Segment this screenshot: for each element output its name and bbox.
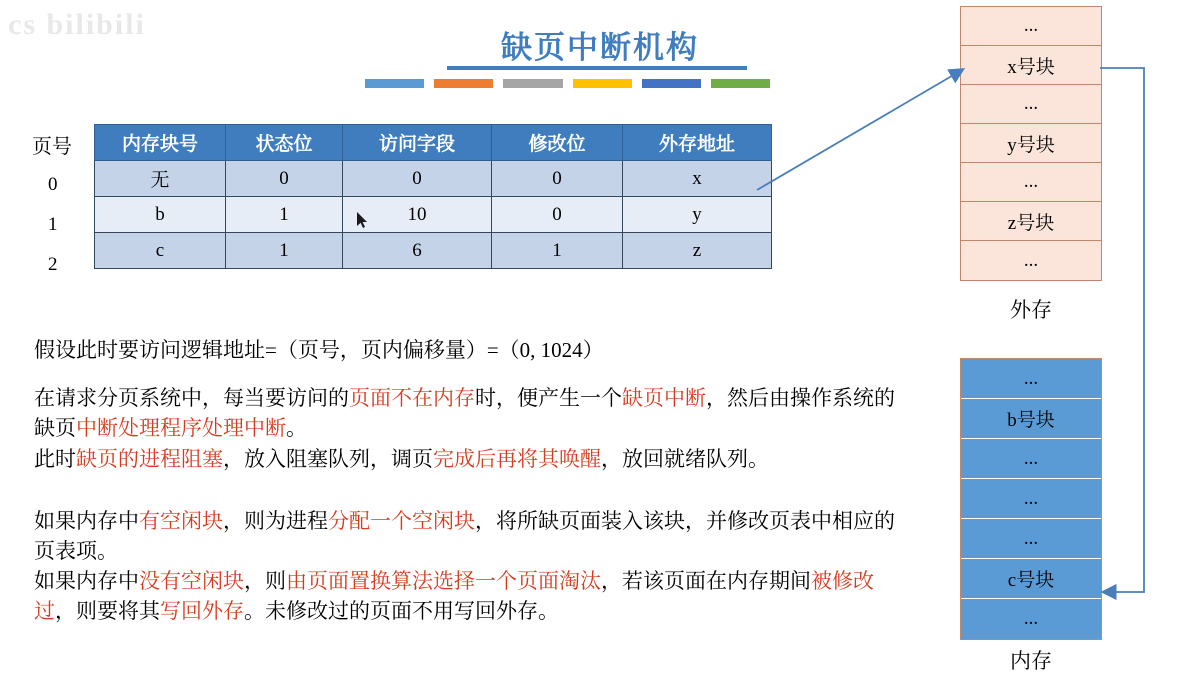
- cell-r1-c2: 10: [343, 197, 492, 233]
- watermark: cs bilibili: [8, 8, 146, 41]
- cell-r0-c3: 0: [492, 161, 623, 197]
- text-seg: 此时: [34, 446, 76, 471]
- text-seg: 时，便产生一个: [475, 386, 622, 410]
- text-seg: ，则要将其: [55, 599, 160, 624]
- text-hl: 分配一个空闲块: [328, 509, 475, 533]
- row-label-0: 0: [48, 174, 58, 195]
- text-seg: ，然后由操作系统的缺页: [34, 386, 895, 441]
- cell-r2-c0: c: [95, 233, 226, 269]
- memory-cell-3: ...: [961, 479, 1101, 519]
- cell-r2-c2: 6: [343, 233, 492, 269]
- text-seg: ，将所缺页面装入该块，并修改页表中相应的页表项。: [34, 509, 895, 564]
- swatch-2: [434, 79, 493, 88]
- paragraph-free-block: [34, 506, 914, 567]
- paragraph-no-free-block: [34, 566, 914, 627]
- memory-cell-2: ...: [961, 439, 1101, 479]
- text-hl: 缺页的进程阻塞: [76, 446, 223, 471]
- cell-r0-c1: 0: [226, 161, 343, 197]
- swatch-5: [642, 79, 701, 88]
- column-header-access-field: 访问字段: [343, 125, 492, 161]
- text-hl: 缺页中断: [622, 386, 706, 410]
- table-row: [95, 197, 772, 233]
- text-hl: 写回外存: [160, 599, 244, 624]
- cell-r1-c4: y: [623, 197, 772, 233]
- column-header-modify-bit: 修改位: [492, 125, 623, 161]
- text-hl: 由页面置换算法选择一个页面淘汰: [286, 569, 601, 593]
- swatch-1: [365, 79, 424, 88]
- main-memory-column: [960, 358, 1102, 640]
- text-hl: 完成后再将其唤醒: [433, 446, 601, 471]
- cell-r2-c3: 1: [492, 233, 623, 269]
- main-memory-caption: 内存: [1010, 649, 1052, 673]
- text-seg: ，放入阻塞队列，调页: [223, 446, 433, 471]
- column-header-block-no: 内存块号: [95, 125, 226, 161]
- swatch-6: [711, 79, 770, 88]
- swatch-3: [503, 79, 562, 88]
- text-hl: 被修改过: [34, 569, 874, 624]
- arrow-table-to-external: [757, 70, 962, 190]
- text-seg: 如果内存中: [34, 509, 139, 533]
- text-seg: 在请求分页系统中，每当要访问的: [34, 386, 349, 410]
- memory-cell-0: ...: [961, 359, 1101, 399]
- memory-cell-4: ...: [961, 519, 1101, 559]
- table-header-row: [95, 125, 772, 161]
- arrow-external-to-memory: [1100, 68, 1144, 592]
- column-header-external-address: 外存地址: [623, 125, 772, 161]
- external-memory-caption: 外存: [1010, 298, 1052, 322]
- external-cell-0: ...: [961, 7, 1101, 46]
- text-seg: 。: [286, 416, 307, 441]
- text-hl: 中断处理程序处理中断: [76, 416, 286, 441]
- cell-r1-c0: b: [95, 197, 226, 233]
- external-cell-2: ...: [961, 85, 1101, 124]
- cell-r1-c3: 0: [492, 197, 623, 233]
- text-hl: 有空闲块: [139, 509, 223, 533]
- table-row: [95, 161, 772, 197]
- page-title: 缺页中断机构: [501, 30, 699, 65]
- cell-r0-c4: x: [623, 161, 772, 197]
- external-cell-x: x号块: [961, 46, 1101, 85]
- text-seg: ，则为进程: [223, 509, 328, 533]
- text-hl: 没有空闲块: [139, 569, 244, 593]
- column-header-status-bit: 状态位: [226, 125, 343, 161]
- text-seg: 。未修改过的页面不用写回外存。: [244, 599, 559, 624]
- row-label-2: 2: [48, 254, 58, 275]
- title-underline: [447, 66, 747, 70]
- cell-r1-c1: 1: [226, 197, 343, 233]
- text-hl: 页面不在内存: [349, 386, 475, 410]
- text-seg: ，放回就绪队列。: [601, 446, 769, 471]
- table-row: [95, 233, 772, 269]
- text-seg: ，则: [244, 569, 286, 593]
- cell-r2-c1: 1: [226, 233, 343, 269]
- cell-r2-c4: z: [623, 233, 772, 269]
- swatch-4: [573, 79, 632, 88]
- text-seg: 如果内存中: [34, 569, 139, 593]
- paragraph-logical-address: 假设此时要访问逻辑地址=（页号，页内偏移量）=（0, 1024）: [34, 338, 604, 362]
- memory-cell-6: ...: [961, 599, 1101, 639]
- page-table: [94, 124, 772, 269]
- row-label-1: 1: [48, 214, 58, 235]
- external-cell-y: y号块: [961, 124, 1101, 163]
- color-swatch-row: [365, 79, 770, 88]
- cell-r0-c0: 无: [95, 161, 226, 197]
- paragraph-page-fault: [34, 383, 914, 474]
- cell-r0-c2: 0: [343, 161, 492, 197]
- page-number-label: 页号: [32, 136, 72, 158]
- external-cell-z: z号块: [961, 202, 1101, 241]
- memory-cell-b: b号块: [961, 399, 1101, 439]
- memory-cell-c: c号块: [961, 559, 1101, 599]
- external-cell-4: ...: [961, 163, 1101, 202]
- text-seg: ，若该页面在内存期间: [601, 569, 811, 593]
- external-cell-6: ...: [961, 241, 1101, 280]
- external-memory-column: [960, 6, 1102, 281]
